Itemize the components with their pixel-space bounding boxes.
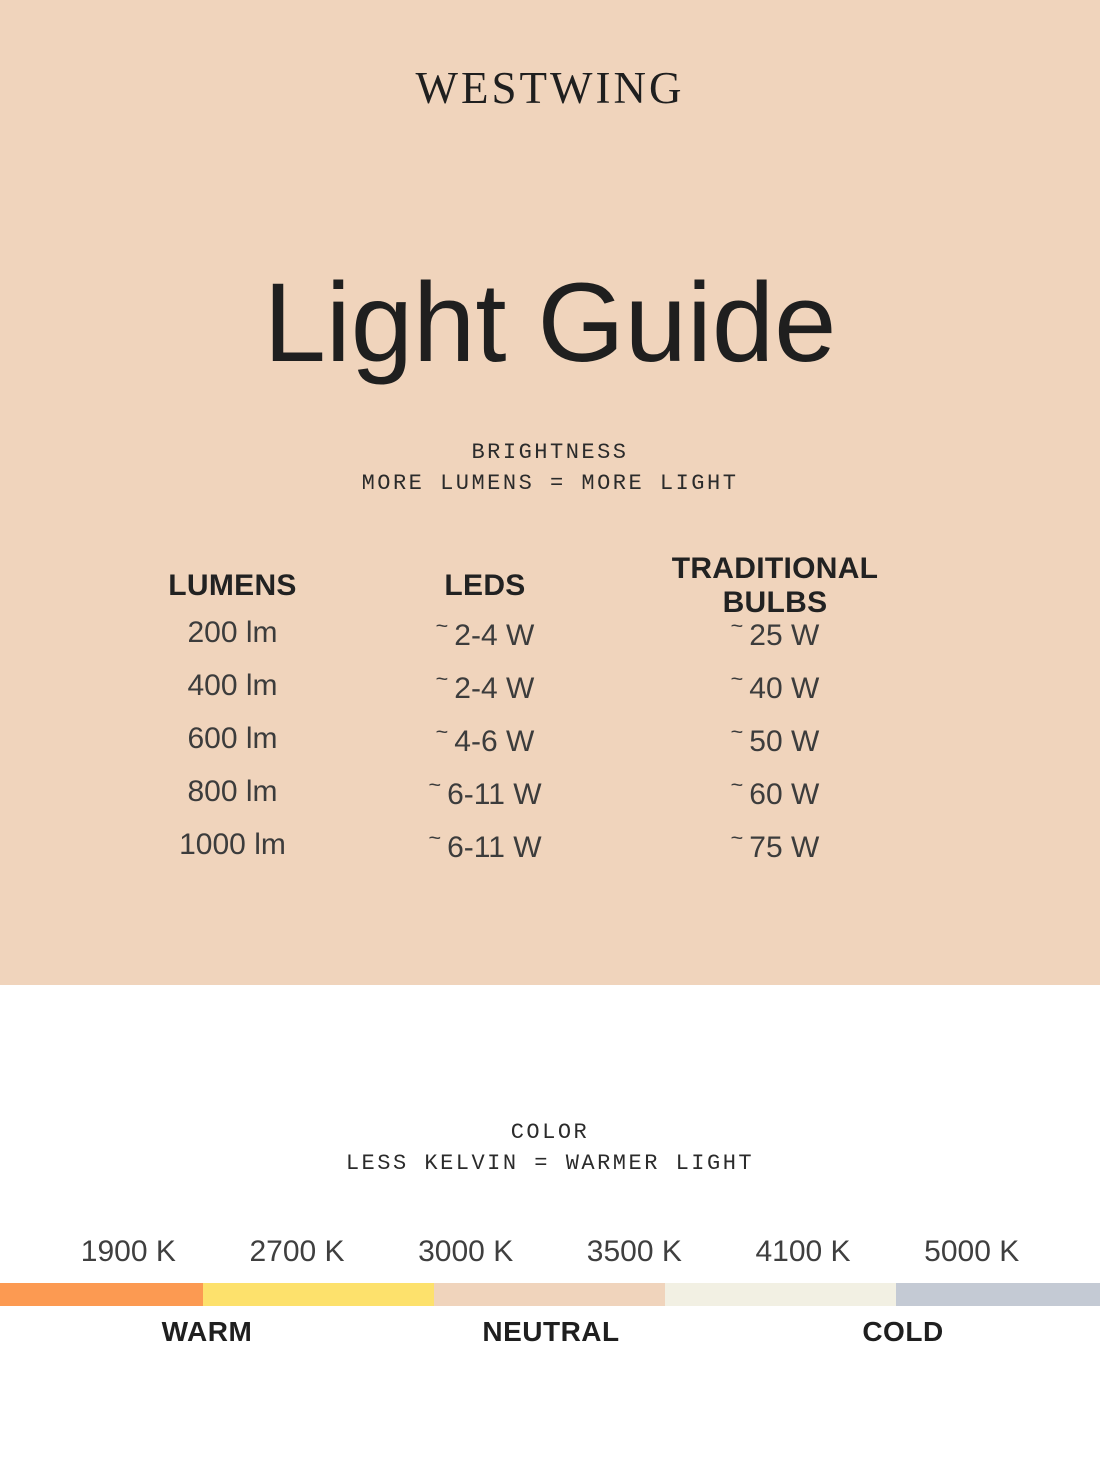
leds-watts: 6-11 W — [447, 777, 542, 811]
brightness-heading: BRIGHTNESS — [471, 440, 629, 465]
lumens-value: 800 lm — [187, 774, 278, 808]
leds-value — [345, 772, 625, 812]
bulbs-value — [625, 613, 925, 653]
leds-value — [345, 719, 625, 759]
table-row — [120, 712, 925, 765]
color-segment-warm-yellow — [203, 1283, 434, 1306]
bulbs-watts: 60 W — [749, 777, 820, 811]
kelvin-label: 5000 K — [924, 1235, 1020, 1268]
approx-tilde: ~ — [730, 665, 744, 691]
lumens-value: 400 lm — [187, 668, 278, 702]
temperature-label-neutral: NEUTRAL — [482, 1316, 620, 1347]
bulbs-watts: 25 W — [749, 618, 820, 652]
brightness-subheading: MORE LUMENS = MORE LIGHT — [361, 471, 739, 496]
column-header-lumens: LUMENS — [168, 569, 297, 602]
table-header-row — [120, 552, 925, 619]
table-row — [120, 659, 925, 712]
bulbs-watts: 50 W — [749, 724, 820, 758]
color-temperature-bar — [0, 1283, 1100, 1306]
bulbs-value — [625, 666, 925, 706]
temperature-label-warm: WARM — [161, 1316, 253, 1347]
color-segment-warm-orange — [0, 1283, 203, 1306]
approx-tilde: ~ — [435, 718, 449, 744]
color-segment-cold-blue — [896, 1283, 1100, 1306]
column-header-leds: LEDS — [444, 569, 526, 602]
approx-tilde: ~ — [428, 824, 442, 850]
approx-tilde: ~ — [730, 771, 744, 797]
approx-tilde: ~ — [730, 612, 744, 638]
leds-watts: 6-11 W — [447, 830, 542, 864]
leds-value — [345, 666, 625, 706]
approx-tilde: ~ — [730, 718, 744, 744]
kelvin-label: 2700 K — [249, 1235, 345, 1268]
table-row — [120, 818, 925, 871]
bulbs-value — [625, 772, 925, 812]
bulbs-value — [625, 825, 925, 865]
leds-watts: 2-4 W — [454, 618, 535, 652]
brand-logo: WESTWING — [415, 63, 685, 113]
color-heading: COLOR — [510, 1120, 590, 1145]
approx-tilde: ~ — [435, 665, 449, 691]
kelvin-label: 3500 K — [586, 1235, 682, 1268]
color-segment-neutral-cream — [665, 1283, 896, 1306]
kelvin-label: 4100 K — [755, 1235, 851, 1268]
brightness-table — [120, 552, 925, 871]
leds-watts: 2-4 W — [454, 671, 535, 705]
lumens-value: 600 lm — [187, 721, 278, 755]
color-segment-neutral-tan — [434, 1283, 665, 1306]
page-title: Light Guide — [263, 260, 837, 386]
color-section — [0, 985, 1100, 1467]
color-subheading: LESS KELVIN = WARMER LIGHT — [345, 1151, 755, 1176]
kelvin-label: 1900 K — [80, 1235, 176, 1268]
table-row — [120, 765, 925, 818]
approx-tilde: ~ — [428, 771, 442, 797]
kelvin-scale — [0, 1235, 1100, 1269]
leds-watts: 4-6 W — [454, 724, 535, 758]
bulbs-watts: 75 W — [749, 830, 820, 864]
lumens-value: 200 lm — [187, 615, 278, 649]
approx-tilde: ~ — [435, 612, 449, 638]
temperature-label-cold: COLD — [862, 1316, 944, 1347]
leds-value — [345, 825, 625, 865]
table-row — [120, 606, 925, 659]
leds-value — [345, 613, 625, 653]
approx-tilde: ~ — [730, 824, 744, 850]
bulbs-value — [625, 719, 925, 759]
bulbs-watts: 40 W — [749, 671, 820, 705]
column-header-traditional-bulbs: TRADITIONAL BULBS — [671, 552, 879, 619]
temperature-labels — [0, 1316, 1100, 1350]
kelvin-label: 3000 K — [418, 1235, 514, 1268]
lumens-value: 1000 lm — [179, 827, 286, 861]
